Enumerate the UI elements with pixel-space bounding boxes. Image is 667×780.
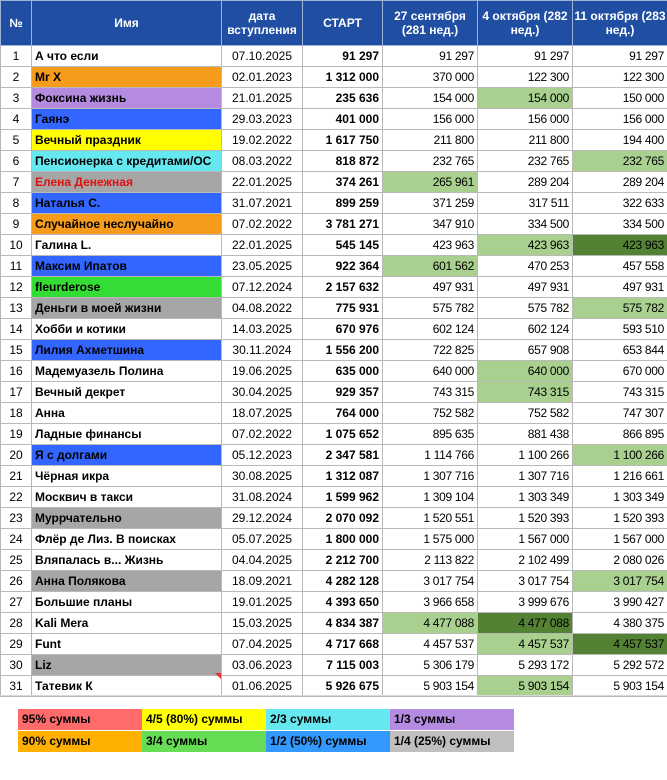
cell-week-283[interactable]: 1 567 000 [573, 529, 667, 550]
cell-week-281[interactable]: 1 520 551 [383, 508, 478, 529]
table-row [1, 655, 667, 676]
cell-join-date[interactable]: 07.02.2022 [222, 424, 303, 445]
cell-week-282[interactable]: 4 477 088 [478, 613, 573, 634]
cell-week-283[interactable]: 1 303 349 [573, 487, 667, 508]
cell-week-283[interactable]: 866 895 [573, 424, 667, 445]
table-row [1, 424, 667, 445]
cell-week-283[interactable]: 1 520 393 [573, 508, 667, 529]
table-row [1, 109, 667, 130]
cell-week-282[interactable]: 497 931 [478, 277, 573, 298]
cell-week-281[interactable]: 5 903 154 [383, 676, 478, 697]
cell-name[interactable]: Москвич в такси [32, 487, 222, 508]
cell-week-282[interactable]: 657 908 [478, 340, 573, 361]
cell-name[interactable]: Хобби и котики [32, 319, 222, 340]
cell-name[interactable]: Мадемуазель Полина [32, 361, 222, 382]
cell-start[interactable]: 2 070 092 [303, 508, 383, 529]
cell-join-date[interactable]: 19.06.2025 [222, 361, 303, 382]
cell-week-281[interactable]: 1 114 766 [383, 445, 478, 466]
table-row [1, 235, 667, 256]
header-number[interactable]: № [1, 1, 32, 46]
cell-number[interactable]: 26 [1, 571, 32, 592]
cell-week-282[interactable]: 3 017 754 [478, 571, 573, 592]
legend-item: 2/3 суммы [266, 709, 390, 730]
cell-week-282[interactable]: 640 000 [478, 361, 573, 382]
cell-name[interactable]: Вляпалась в... Жизнь [32, 550, 222, 571]
cell-name[interactable]: Ладные финансы [32, 424, 222, 445]
cell-start[interactable]: 545 145 [303, 235, 383, 256]
cell-join-date[interactable]: 15.03.2025 [222, 613, 303, 634]
cell-join-date[interactable]: 01.06.2025 [222, 676, 303, 697]
cell-name[interactable]: Муррчательно [32, 508, 222, 529]
cell-number[interactable]: 3 [1, 88, 32, 109]
cell-name[interactable]: Большие планы [32, 592, 222, 613]
header-name[interactable]: Имя [32, 1, 222, 46]
cell-number[interactable]: 19 [1, 424, 32, 445]
table-row [1, 634, 667, 655]
cell-start[interactable]: 2 157 632 [303, 277, 383, 298]
cell-start[interactable]: 374 261 [303, 172, 383, 193]
cell-week-282[interactable]: 1 303 349 [478, 487, 573, 508]
header-week-283[interactable]: 11 октября (283 нед.) [573, 1, 667, 46]
cell-join-date[interactable]: 30.04.2025 [222, 382, 303, 403]
cell-week-281[interactable]: 371 259 [383, 193, 478, 214]
cell-week-282[interactable]: 289 204 [478, 172, 573, 193]
cell-week-282[interactable]: 743 315 [478, 382, 573, 403]
cell-week-283[interactable]: 4 457 537 [573, 634, 667, 655]
cell-join-date[interactable]: 14.03.2025 [222, 319, 303, 340]
table-row [1, 256, 667, 277]
cell-week-283[interactable]: 1 100 266 [573, 445, 667, 466]
cell-week-283[interactable]: 156 000 [573, 109, 667, 130]
cell-name[interactable]: Флёр де Лиз. В поисках [32, 529, 222, 550]
cell-join-date[interactable]: 05.12.2023 [222, 445, 303, 466]
cell-join-date[interactable]: 05.07.2025 [222, 529, 303, 550]
cell-name[interactable]: Пенсионерка с кредитами/ОС [32, 151, 222, 172]
cell-week-281[interactable]: 265 961 [383, 172, 478, 193]
cell-number[interactable]: 16 [1, 361, 32, 382]
table-row [1, 130, 667, 151]
cell-join-date[interactable]: 23.05.2025 [222, 256, 303, 277]
cell-start[interactable]: 1 312 000 [303, 67, 383, 88]
cell-number[interactable]: 18 [1, 403, 32, 424]
cell-start[interactable]: 1 312 087 [303, 466, 383, 487]
cell-start[interactable]: 775 931 [303, 298, 383, 319]
cell-week-283[interactable]: 122 300 [573, 67, 667, 88]
cell-week-281[interactable]: 601 562 [383, 256, 478, 277]
cell-week-281[interactable]: 4 457 537 [383, 634, 478, 655]
legend [18, 709, 512, 752]
cell-week-282[interactable]: 122 300 [478, 67, 573, 88]
table-row [1, 487, 667, 508]
cell-number[interactable]: 30 [1, 655, 32, 676]
cell-week-281[interactable]: 347 910 [383, 214, 478, 235]
cell-number[interactable]: 1 [1, 46, 32, 67]
cell-week-281[interactable]: 1 309 104 [383, 487, 478, 508]
cell-week-283[interactable]: 289 204 [573, 172, 667, 193]
cell-name[interactable]: fleurderose [32, 277, 222, 298]
cell-name[interactable]: Вечный праздник [32, 130, 222, 151]
cell-join-date[interactable]: 29.12.2024 [222, 508, 303, 529]
cell-name[interactable]: Анна [32, 403, 222, 424]
cell-join-date[interactable]: 21.01.2025 [222, 88, 303, 109]
cell-join-date[interactable]: 03.06.2023 [222, 655, 303, 676]
cell-name[interactable]: Максим Ипатов [32, 256, 222, 277]
cell-week-282[interactable]: 232 765 [478, 151, 573, 172]
cell-name[interactable]: Деньги в моей жизни [32, 298, 222, 319]
table-row [1, 46, 667, 67]
cell-week-283[interactable]: 334 500 [573, 214, 667, 235]
cell-name[interactable]: Гаянэ [32, 109, 222, 130]
table-row [1, 88, 667, 109]
legend-item: 90% суммы [18, 731, 142, 752]
header-join-date[interactable]: дата вступления [222, 1, 303, 46]
cell-start[interactable]: 635 000 [303, 361, 383, 382]
cell-week-283[interactable]: 232 765 [573, 151, 667, 172]
cell-name[interactable]: Татевик К [32, 676, 222, 697]
cell-number[interactable]: 25 [1, 550, 32, 571]
table-row [1, 361, 667, 382]
cell-week-283[interactable]: 653 844 [573, 340, 667, 361]
table-row [1, 508, 667, 529]
table-row [1, 550, 667, 571]
cell-week-283[interactable]: 5 903 154 [573, 676, 667, 697]
cell-number[interactable]: 10 [1, 235, 32, 256]
cell-week-282[interactable]: 575 782 [478, 298, 573, 319]
cell-week-282[interactable]: 91 297 [478, 46, 573, 67]
table-row [1, 277, 667, 298]
cell-start[interactable]: 401 000 [303, 109, 383, 130]
header-week-281[interactable]: 27 сентября (281 нед.) [383, 1, 478, 46]
table-row [1, 592, 667, 613]
legend-item: 1/3 суммы [390, 709, 514, 730]
cell-week-282[interactable]: 2 102 499 [478, 550, 573, 571]
table-row [1, 571, 667, 592]
cell-week-281[interactable]: 743 315 [383, 382, 478, 403]
cell-week-283[interactable]: 423 963 [573, 235, 667, 256]
cell-number[interactable]: 31 [1, 676, 32, 697]
cell-week-283[interactable]: 593 510 [573, 319, 667, 340]
cell-week-283[interactable]: 747 307 [573, 403, 667, 424]
cell-week-283[interactable]: 322 633 [573, 193, 667, 214]
cell-number[interactable]: 7 [1, 172, 32, 193]
cell-number[interactable]: 28 [1, 613, 32, 634]
table-row [1, 151, 667, 172]
cell-number[interactable]: 8 [1, 193, 32, 214]
cell-number[interactable]: 6 [1, 151, 32, 172]
cell-name[interactable]: Funt [32, 634, 222, 655]
table-row [1, 340, 667, 361]
cell-week-282[interactable]: 317 511 [478, 193, 573, 214]
cell-number[interactable]: 24 [1, 529, 32, 550]
table-row [1, 445, 667, 466]
cell-week-281[interactable]: 3 966 658 [383, 592, 478, 613]
cell-start[interactable]: 4 282 128 [303, 571, 383, 592]
cell-week-282[interactable]: 1 100 266 [478, 445, 573, 466]
cell-start[interactable]: 5 926 675 [303, 676, 383, 697]
cell-week-281[interactable]: 722 825 [383, 340, 478, 361]
cell-join-date[interactable]: 07.04.2025 [222, 634, 303, 655]
cell-start[interactable]: 929 357 [303, 382, 383, 403]
cell-name[interactable]: Фоксина жизнь [32, 88, 222, 109]
cell-number[interactable]: 9 [1, 214, 32, 235]
table-body [1, 46, 667, 697]
cell-week-282[interactable]: 5 293 172 [478, 655, 573, 676]
table-row [1, 382, 667, 403]
table-row [1, 298, 667, 319]
cell-week-281[interactable]: 370 000 [383, 67, 478, 88]
legend-item: 4/5 (80%) суммы [142, 709, 266, 730]
cell-week-281[interactable]: 497 931 [383, 277, 478, 298]
comment-marker [215, 673, 221, 679]
cell-start[interactable]: 4 717 668 [303, 634, 383, 655]
cell-start[interactable]: 1 599 962 [303, 487, 383, 508]
legend-item: 1/2 (50%) суммы [266, 731, 390, 752]
cell-name[interactable]: Случайное неслучайно [32, 214, 222, 235]
table-row [1, 214, 667, 235]
cell-join-date[interactable]: 04.04.2025 [222, 550, 303, 571]
cell-week-281[interactable]: 1 307 716 [383, 466, 478, 487]
cell-week-281[interactable]: 4 477 088 [383, 613, 478, 634]
cell-join-date[interactable]: 04.08.2022 [222, 298, 303, 319]
cell-join-date[interactable]: 31.07.2021 [222, 193, 303, 214]
cell-week-281[interactable]: 211 800 [383, 130, 478, 151]
cell-join-date[interactable]: 07.02.2022 [222, 214, 303, 235]
cell-week-282[interactable]: 602 124 [478, 319, 573, 340]
cell-week-281[interactable]: 154 000 [383, 88, 478, 109]
cell-week-281[interactable]: 423 963 [383, 235, 478, 256]
table-row [1, 466, 667, 487]
cell-week-283[interactable]: 2 080 026 [573, 550, 667, 571]
cell-start[interactable]: 764 000 [303, 403, 383, 424]
cell-week-282[interactable]: 881 438 [478, 424, 573, 445]
cell-join-date[interactable]: 19.01.2025 [222, 592, 303, 613]
table-row [1, 529, 667, 550]
cell-week-283[interactable]: 5 292 572 [573, 655, 667, 676]
table-row [1, 319, 667, 340]
cell-start[interactable]: 4 393 650 [303, 592, 383, 613]
cell-start[interactable]: 670 976 [303, 319, 383, 340]
cell-week-282[interactable]: 752 582 [478, 403, 573, 424]
cell-name[interactable]: Liz [32, 655, 222, 676]
cell-number[interactable]: 15 [1, 340, 32, 361]
cell-name[interactable]: Kali Mera [32, 613, 222, 634]
cell-name[interactable]: Mr X [32, 67, 222, 88]
cell-start[interactable]: 1 800 000 [303, 529, 383, 550]
cell-week-283[interactable]: 3 017 754 [573, 571, 667, 592]
cell-join-date[interactable]: 22.01.2025 [222, 235, 303, 256]
table-row [1, 403, 667, 424]
cell-name[interactable]: Чёрная икра [32, 466, 222, 487]
cell-week-283[interactable]: 743 315 [573, 382, 667, 403]
cell-join-date[interactable]: 29.03.2023 [222, 109, 303, 130]
cell-week-282[interactable]: 211 800 [478, 130, 573, 151]
cell-number[interactable]: 14 [1, 319, 32, 340]
cell-week-281[interactable]: 752 582 [383, 403, 478, 424]
cell-week-282[interactable]: 4 457 537 [478, 634, 573, 655]
cell-week-281[interactable]: 640 000 [383, 361, 478, 382]
cell-start[interactable]: 899 259 [303, 193, 383, 214]
cell-join-date[interactable]: 07.10.2025 [222, 46, 303, 67]
cell-number[interactable]: 21 [1, 466, 32, 487]
cell-week-281[interactable]: 232 765 [383, 151, 478, 172]
cell-number[interactable]: 27 [1, 592, 32, 613]
table-row [1, 613, 667, 634]
header-start[interactable]: СТАРТ [303, 1, 383, 46]
cell-number[interactable]: 13 [1, 298, 32, 319]
cell-start[interactable]: 1 556 200 [303, 340, 383, 361]
cell-start[interactable]: 922 364 [303, 256, 383, 277]
cell-week-283[interactable]: 670 000 [573, 361, 667, 382]
cell-join-date[interactable]: 02.01.2023 [222, 67, 303, 88]
cell-name[interactable]: Галина L. [32, 235, 222, 256]
cell-week-282[interactable]: 423 963 [478, 235, 573, 256]
cell-week-282[interactable]: 1 307 716 [478, 466, 573, 487]
cell-week-281[interactable]: 2 113 822 [383, 550, 478, 571]
cell-week-282[interactable]: 3 999 676 [478, 592, 573, 613]
cell-number[interactable]: 22 [1, 487, 32, 508]
cell-start[interactable]: 235 636 [303, 88, 383, 109]
table-row [1, 193, 667, 214]
cell-start[interactable]: 2 212 700 [303, 550, 383, 571]
cell-number[interactable]: 5 [1, 130, 32, 151]
cell-start[interactable]: 1 075 652 [303, 424, 383, 445]
cell-join-date[interactable]: 31.08.2024 [222, 487, 303, 508]
cell-week-282[interactable]: 156 000 [478, 109, 573, 130]
cell-name[interactable]: Анна Полякова [32, 571, 222, 592]
cell-week-283[interactable]: 1 216 661 [573, 466, 667, 487]
table-row [1, 676, 667, 697]
cell-join-date[interactable]: 08.03.2022 [222, 151, 303, 172]
cell-join-date[interactable]: 30.11.2024 [222, 340, 303, 361]
header-week-282[interactable]: 4 октября (282 нед.) [478, 1, 573, 46]
legend-item: 3/4 суммы [142, 731, 266, 752]
legend-item: 1/4 (25%) суммы [390, 731, 514, 752]
cell-name[interactable]: Лилия Ахметшина [32, 340, 222, 361]
cell-week-283[interactable]: 3 990 427 [573, 592, 667, 613]
cell-name[interactable]: Елена Денежная [32, 172, 222, 193]
cell-start[interactable]: 3 781 271 [303, 214, 383, 235]
cell-join-date[interactable]: 22.01.2025 [222, 172, 303, 193]
cell-name[interactable]: А что если [32, 46, 222, 67]
cell-week-281[interactable]: 3 017 754 [383, 571, 478, 592]
cell-start[interactable]: 1 617 750 [303, 130, 383, 151]
cell-join-date[interactable]: 18.07.2025 [222, 403, 303, 424]
cell-week-283[interactable]: 150 000 [573, 88, 667, 109]
cell-join-date[interactable]: 19.02.2022 [222, 130, 303, 151]
legend-item: 95% суммы [18, 709, 142, 730]
cell-start[interactable]: 4 834 387 [303, 613, 383, 634]
cell-week-283[interactable]: 497 931 [573, 277, 667, 298]
cell-week-281[interactable]: 156 000 [383, 109, 478, 130]
cell-start[interactable]: 818 872 [303, 151, 383, 172]
cell-name[interactable]: Вечный декрет [32, 382, 222, 403]
header-row [1, 1, 667, 46]
table-row [1, 172, 667, 193]
cell-name[interactable]: Я с долгами [32, 445, 222, 466]
cell-number[interactable]: 12 [1, 277, 32, 298]
cell-number[interactable]: 20 [1, 445, 32, 466]
cell-week-283[interactable]: 194 400 [573, 130, 667, 151]
cell-start[interactable]: 91 297 [303, 46, 383, 67]
cell-week-281[interactable]: 91 297 [383, 46, 478, 67]
cell-join-date[interactable]: 18.09.2021 [222, 571, 303, 592]
cell-name[interactable]: Наталья С. [32, 193, 222, 214]
cell-week-281[interactable]: 575 782 [383, 298, 478, 319]
cell-week-281[interactable]: 895 635 [383, 424, 478, 445]
cell-number[interactable]: 4 [1, 109, 32, 130]
cell-week-281[interactable]: 1 575 000 [383, 529, 478, 550]
cell-week-281[interactable]: 5 306 179 [383, 655, 478, 676]
cell-number[interactable]: 29 [1, 634, 32, 655]
cell-number[interactable]: 23 [1, 508, 32, 529]
cell-join-date[interactable]: 07.12.2024 [222, 277, 303, 298]
cell-week-282[interactable]: 1 567 000 [478, 529, 573, 550]
cell-start[interactable]: 7 115 003 [303, 655, 383, 676]
cell-week-282[interactable]: 1 520 393 [478, 508, 573, 529]
cell-week-283[interactable]: 457 558 [573, 256, 667, 277]
cell-number[interactable]: 2 [1, 67, 32, 88]
cell-week-283[interactable]: 91 297 [573, 46, 667, 67]
cell-week-283[interactable]: 4 380 375 [573, 613, 667, 634]
cell-week-282[interactable]: 470 253 [478, 256, 573, 277]
cell-week-282[interactable]: 154 000 [478, 88, 573, 109]
cell-week-283[interactable]: 575 782 [573, 298, 667, 319]
cell-join-date[interactable]: 30.08.2025 [222, 466, 303, 487]
cell-week-281[interactable]: 602 124 [383, 319, 478, 340]
cell-start[interactable]: 2 347 581 [303, 445, 383, 466]
cell-week-282[interactable]: 334 500 [478, 214, 573, 235]
table-row [1, 67, 667, 88]
cell-number[interactable]: 17 [1, 382, 32, 403]
cell-number[interactable]: 11 [1, 256, 32, 277]
cell-week-282[interactable]: 5 903 154 [478, 676, 573, 697]
